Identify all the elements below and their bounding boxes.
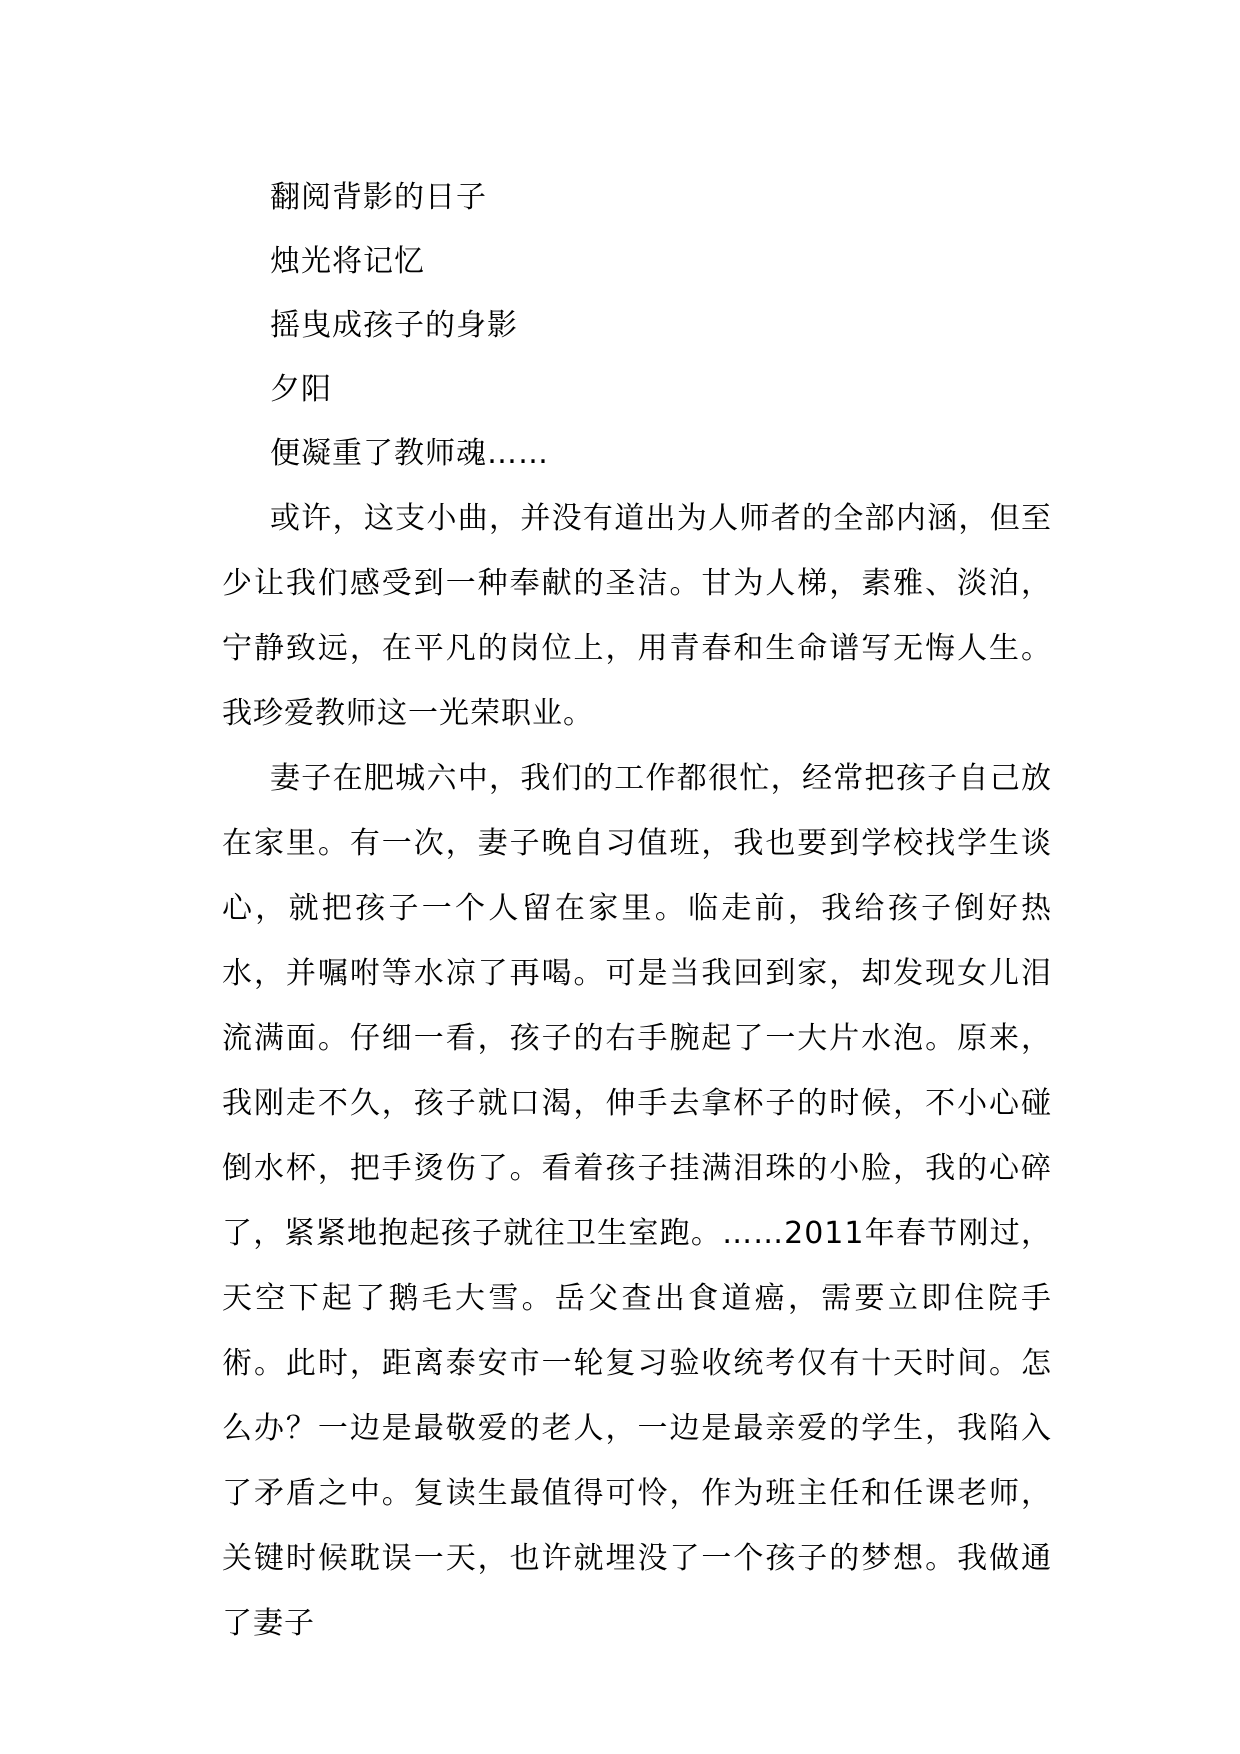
document-body (222, 166, 1052, 1656)
paragraph: 或许，这支小曲，并没有道出为人师者的全部内涵，但至少让我们感受到一种奉献的圣洁。甘为人梯，素雅、淡泊，宁静致远，在平凡的岗位上，用青春和生命谱写无悔人生。我珍爱教师这一光荣职业。 (222, 501, 1052, 731)
poem-line: 摇曳成孩子的身影 (270, 308, 518, 343)
poem-line: 翻阅背影的日子 (270, 180, 487, 215)
poem-line: 便凝重了教师魂…… (270, 436, 549, 471)
poem-line: 夕阳 (270, 372, 332, 407)
paragraph: 妻子在肥城六中，我们的工作都很忙，经常把孩子自己放在家里。有一次，妻子晚自习值班，我也要到学校找学生谈心，就把孩子一个人留在家里。临走前，我给孩子倒好热水，并嘱咐等水凉了再喝。可是当我回到家，却发现女儿泪流满面。仔细一看，孩子的右手腕起了一大片水泡。原来，我刚走不久，孩子就口渴，伸手去拿杯子的时候，不小心碰倒水杯，把手烫伤了。看着孩子挂满泪珠的小脸，我的心碎了，紧紧地抱起孩子就往卫生室跑。……2011年春节刚过，天空下起了鹅毛大雪。岳父查出食道癌，需要立即住院手術。此时，距离泰安市一轮复习验收统考仅有十天时间。怎么办？一边是最敬爱的老人，一边是最亲爱的学生，我陷入了矛盾之中。复读生最值得可怜，作为班主任和任课老师，关键时候耽误一天，也许就埋没了一个孩子的梦想。我做通了妻子 (222, 761, 1052, 1641)
poem-line: 烛光将记忆 (270, 244, 425, 279)
